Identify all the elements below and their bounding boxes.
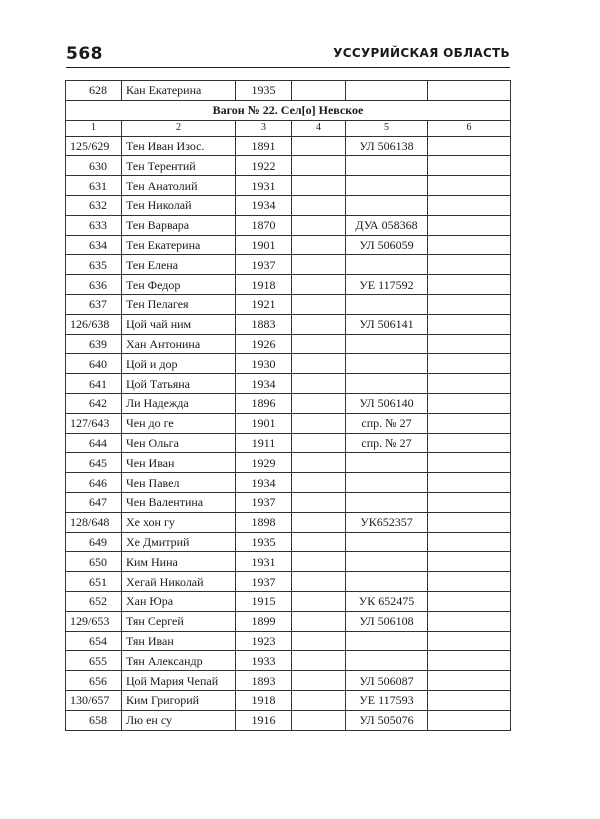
cell-name: Кан Екатерина <box>122 81 236 101</box>
cell-number: 125/629 <box>66 136 122 156</box>
cell-document: УЛ 506059 <box>346 235 428 255</box>
table-row <box>66 374 511 394</box>
cell-col6 <box>428 572 511 592</box>
cell-name: Ким Нина <box>122 552 236 572</box>
column-number: 4 <box>292 120 346 136</box>
cell-name: Тен Анатолий <box>122 176 236 196</box>
cell-number: 130/657 <box>66 690 122 710</box>
cell-number: 128/648 <box>66 512 122 532</box>
cell-year: 1933 <box>236 651 292 671</box>
cell-col4 <box>292 255 346 275</box>
cell-name: Хе хон гу <box>122 512 236 532</box>
table-row <box>66 195 511 215</box>
cell-number: 652 <box>66 591 122 611</box>
cell-col4 <box>292 215 346 235</box>
table-row <box>66 473 511 493</box>
table-row <box>66 671 511 691</box>
cell-col6 <box>428 690 511 710</box>
cell-name: Тен Варвара <box>122 215 236 235</box>
cell-col4 <box>292 690 346 710</box>
cell-col6 <box>428 156 511 176</box>
cell-col6 <box>428 136 511 156</box>
section-title-row <box>66 100 511 120</box>
cell-col4 <box>292 512 346 532</box>
cell-col4 <box>292 492 346 512</box>
column-numbering-row <box>66 120 511 136</box>
cell-col6 <box>428 453 511 473</box>
cell-document <box>346 255 428 275</box>
cell-number: 642 <box>66 393 122 413</box>
cell-document: спр. № 27 <box>346 433 428 453</box>
cell-name: Тен Елена <box>122 255 236 275</box>
cell-col6 <box>428 235 511 255</box>
cell-col4 <box>292 275 346 295</box>
cell-name: Лю ен су <box>122 710 236 730</box>
cell-name: Хе Дмитрий <box>122 532 236 552</box>
cell-col4 <box>292 611 346 631</box>
table-row <box>66 393 511 413</box>
cell-year: 1922 <box>236 156 292 176</box>
column-number: 2 <box>122 120 236 136</box>
table-row <box>66 136 511 156</box>
cell-name: Тен Екатерина <box>122 235 236 255</box>
cell-document: УЛ 506108 <box>346 611 428 631</box>
table-row <box>66 433 511 453</box>
cell-year: 1893 <box>236 671 292 691</box>
cell-col4 <box>292 453 346 473</box>
cell-document: УЛ 505076 <box>346 710 428 730</box>
cell-document: УЛ 506138 <box>346 136 428 156</box>
table-row <box>66 235 511 255</box>
column-number: 1 <box>66 120 122 136</box>
table-row <box>66 294 511 314</box>
cell-number: 628 <box>66 81 122 101</box>
cell-year: 1937 <box>236 572 292 592</box>
cell-year: 1930 <box>236 354 292 374</box>
cell-document: УЛ 506087 <box>346 671 428 691</box>
cell-document: УЕ 117592 <box>346 275 428 295</box>
cell-col4 <box>292 413 346 433</box>
cell-year: 1916 <box>236 710 292 730</box>
cell-col4 <box>292 294 346 314</box>
cell-number: 651 <box>66 572 122 592</box>
cell-col6 <box>428 552 511 572</box>
cell-document <box>346 334 428 354</box>
cell-number: 636 <box>66 275 122 295</box>
cell-number: 647 <box>66 492 122 512</box>
cell-name: Чен Валентина <box>122 492 236 512</box>
cell-year: 1896 <box>236 393 292 413</box>
cell-name: Ким Григорий <box>122 690 236 710</box>
cell-number: 640 <box>66 354 122 374</box>
cell-name: Тян Сергей <box>122 611 236 631</box>
header-rule <box>66 67 510 68</box>
page-number: 568 <box>66 44 103 64</box>
cell-name: Тен Николай <box>122 195 236 215</box>
cell-col4 <box>292 572 346 592</box>
cell-year: 1935 <box>236 81 292 101</box>
cell-number: 654 <box>66 631 122 651</box>
cell-document <box>346 572 428 592</box>
cell-year: 1931 <box>236 176 292 196</box>
cell-year: 1870 <box>236 215 292 235</box>
cell-number: 634 <box>66 235 122 255</box>
cell-col4 <box>292 552 346 572</box>
cell-year: 1937 <box>236 492 292 512</box>
cell-col6 <box>428 413 511 433</box>
cell-year: 1926 <box>236 334 292 354</box>
column-number: 6 <box>428 120 511 136</box>
cell-number: 644 <box>66 433 122 453</box>
cell-name: Тен Пелагея <box>122 294 236 314</box>
cell-number: 630 <box>66 156 122 176</box>
cell-year: 1934 <box>236 195 292 215</box>
cell-name: Цой Татьяна <box>122 374 236 394</box>
cell-col6 <box>428 294 511 314</box>
cell-col4 <box>292 156 346 176</box>
table-row-top <box>66 81 511 101</box>
cell-col6 <box>428 473 511 493</box>
table-row <box>66 710 511 730</box>
page-header <box>66 40 510 70</box>
cell-name: Цой и дор <box>122 354 236 374</box>
cell-number: 129/653 <box>66 611 122 631</box>
cell-col6 <box>428 314 511 334</box>
running-title: УССУРИЙСКАЯ ОБЛАСТЬ <box>333 46 510 60</box>
cell-year: 1934 <box>236 473 292 493</box>
cell-col4 <box>292 81 346 101</box>
cell-col4 <box>292 374 346 394</box>
table-row <box>66 176 511 196</box>
cell-col4 <box>292 651 346 671</box>
cell-number: 656 <box>66 671 122 691</box>
cell-number: 658 <box>66 710 122 730</box>
table-row <box>66 314 511 334</box>
cell-col6 <box>428 631 511 651</box>
cell-name: Тян Иван <box>122 631 236 651</box>
cell-col4 <box>292 235 346 255</box>
cell-year: 1898 <box>236 512 292 532</box>
cell-col6 <box>428 710 511 730</box>
table-row <box>66 275 511 295</box>
cell-col4 <box>292 631 346 651</box>
cell-name: Хегай Николай <box>122 572 236 592</box>
cell-col4 <box>292 136 346 156</box>
table-row <box>66 690 511 710</box>
cell-year: 1918 <box>236 690 292 710</box>
cell-document: УЛ 506141 <box>346 314 428 334</box>
cell-number: 126/638 <box>66 314 122 334</box>
cell-year: 1937 <box>236 255 292 275</box>
table-row <box>66 572 511 592</box>
cell-col4 <box>292 532 346 552</box>
cell-col6 <box>428 275 511 295</box>
cell-year: 1915 <box>236 591 292 611</box>
table-row <box>66 512 511 532</box>
cell-col6 <box>428 492 511 512</box>
table-row <box>66 611 511 631</box>
cell-year: 1918 <box>236 275 292 295</box>
cell-col6 <box>428 532 511 552</box>
cell-number: 645 <box>66 453 122 473</box>
table-row <box>66 215 511 235</box>
cell-number: 646 <box>66 473 122 493</box>
cell-name: Тен Федор <box>122 275 236 295</box>
cell-col4 <box>292 314 346 334</box>
cell-document <box>346 631 428 651</box>
cell-year: 1891 <box>236 136 292 156</box>
table-row <box>66 255 511 275</box>
table-row <box>66 532 511 552</box>
cell-name: Цой Мария Чепай <box>122 671 236 691</box>
cell-document <box>346 195 428 215</box>
cell-col6 <box>428 671 511 691</box>
cell-document <box>346 492 428 512</box>
cell-col6 <box>428 354 511 374</box>
cell-number: 127/643 <box>66 413 122 433</box>
cell-year: 1929 <box>236 453 292 473</box>
cell-number: 632 <box>66 195 122 215</box>
cell-number: 635 <box>66 255 122 275</box>
cell-document <box>346 532 428 552</box>
cell-name: Цой чай ним <box>122 314 236 334</box>
cell-document <box>346 651 428 671</box>
cell-col6 <box>428 176 511 196</box>
cell-col6 <box>428 255 511 275</box>
cell-col4 <box>292 334 346 354</box>
cell-col4 <box>292 710 346 730</box>
cell-name: Чен до ге <box>122 413 236 433</box>
table-row <box>66 413 511 433</box>
deportation-list-table <box>65 80 511 731</box>
cell-document: УЕ 117593 <box>346 690 428 710</box>
cell-document <box>346 156 428 176</box>
cell-col4 <box>292 354 346 374</box>
cell-col4 <box>292 393 346 413</box>
cell-col4 <box>292 671 346 691</box>
cell-name: Чен Павел <box>122 473 236 493</box>
cell-document <box>346 453 428 473</box>
cell-year: 1923 <box>236 631 292 651</box>
table-row <box>66 334 511 354</box>
table-row <box>66 591 511 611</box>
cell-name: Ли Надежда <box>122 393 236 413</box>
cell-col6 <box>428 195 511 215</box>
table-row <box>66 651 511 671</box>
cell-col6 <box>428 433 511 453</box>
cell-year: 1901 <box>236 413 292 433</box>
table-row <box>66 552 511 572</box>
cell-document <box>346 81 428 101</box>
cell-name: Чен Иван <box>122 453 236 473</box>
cell-document <box>346 473 428 493</box>
cell-number: 649 <box>66 532 122 552</box>
table-row <box>66 631 511 651</box>
cell-year: 1883 <box>236 314 292 334</box>
cell-col4 <box>292 195 346 215</box>
cell-number: 641 <box>66 374 122 394</box>
cell-document: спр. № 27 <box>346 413 428 433</box>
cell-number: 655 <box>66 651 122 671</box>
cell-document: ДУА 058368 <box>346 215 428 235</box>
table-row <box>66 156 511 176</box>
section-title: Вагон № 22. Сел[о] Невское <box>66 100 511 120</box>
cell-name: Чен Ольга <box>122 433 236 453</box>
cell-col6 <box>428 81 511 101</box>
cell-col4 <box>292 433 346 453</box>
cell-col6 <box>428 512 511 532</box>
cell-col6 <box>428 591 511 611</box>
cell-year: 1899 <box>236 611 292 631</box>
cell-col6 <box>428 215 511 235</box>
cell-col4 <box>292 176 346 196</box>
cell-name: Хан Антонина <box>122 334 236 354</box>
cell-number: 639 <box>66 334 122 354</box>
table-row <box>66 453 511 473</box>
cell-col6 <box>428 651 511 671</box>
cell-document: УЛ 506140 <box>346 393 428 413</box>
cell-name: Тен Иван Изос. <box>122 136 236 156</box>
cell-document <box>346 294 428 314</box>
table-row <box>66 492 511 512</box>
cell-year: 1921 <box>236 294 292 314</box>
cell-col6 <box>428 611 511 631</box>
cell-number: 650 <box>66 552 122 572</box>
cell-name: Хан Юра <box>122 591 236 611</box>
table-row <box>66 354 511 374</box>
cell-name: Тен Терентий <box>122 156 236 176</box>
cell-number: 633 <box>66 215 122 235</box>
cell-year: 1935 <box>236 532 292 552</box>
cell-number: 631 <box>66 176 122 196</box>
column-number: 5 <box>346 120 428 136</box>
cell-document <box>346 176 428 196</box>
cell-document <box>346 374 428 394</box>
cell-col6 <box>428 334 511 354</box>
cell-document <box>346 354 428 374</box>
cell-document: УК 652475 <box>346 591 428 611</box>
cell-year: 1934 <box>236 374 292 394</box>
column-number: 3 <box>236 120 292 136</box>
cell-number: 637 <box>66 294 122 314</box>
cell-year: 1931 <box>236 552 292 572</box>
cell-year: 1911 <box>236 433 292 453</box>
cell-name: Тян Александр <box>122 651 236 671</box>
cell-document <box>346 552 428 572</box>
cell-year: 1901 <box>236 235 292 255</box>
cell-col4 <box>292 473 346 493</box>
cell-col6 <box>428 393 511 413</box>
cell-col6 <box>428 374 511 394</box>
cell-document: УК652357 <box>346 512 428 532</box>
cell-col4 <box>292 591 346 611</box>
